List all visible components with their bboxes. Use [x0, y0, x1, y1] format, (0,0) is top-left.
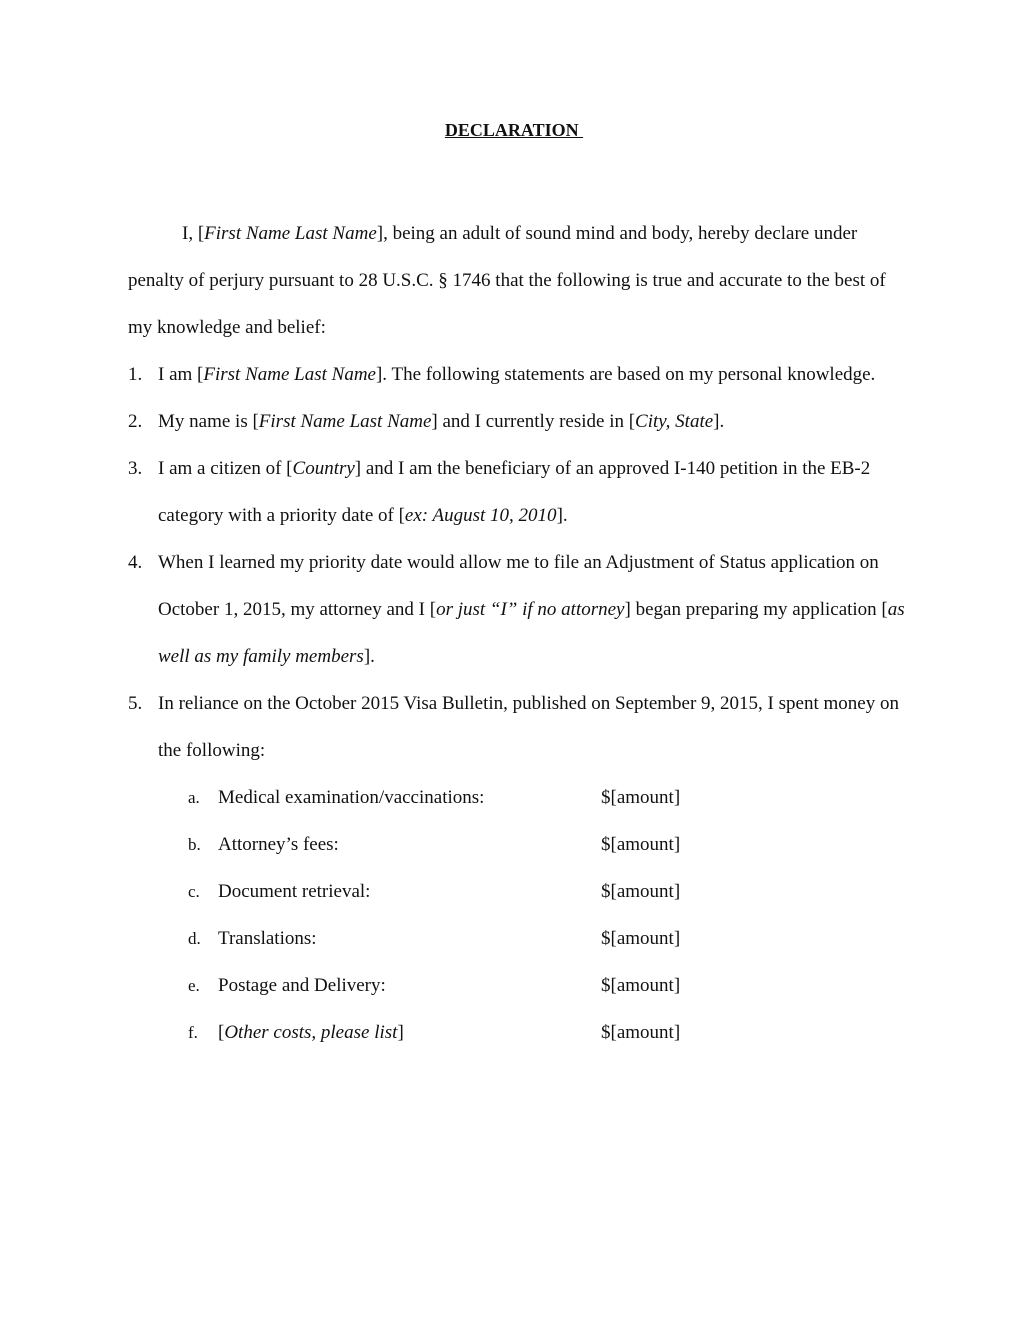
expense-amount: $[amount] — [601, 1022, 681, 1043]
name-placeholder: First Name Last Name — [204, 223, 377, 244]
expense-amount: $[amount] — [601, 787, 681, 808]
expense-item: a. Medical examination/vaccinations: $[amount] — [158, 774, 908, 821]
expense-amount: $[amount] — [601, 928, 681, 949]
statement-4: 4. When I learned my priority date would allow me to file an Adjustment of Status application on October 1, 2015, my attorney and I [or just “I” if no attorney] began preparing my application [as well as my family members]. — [128, 552, 905, 667]
page-title: DECLARATION — [444, 120, 584, 140]
statement-5: 5. In reliance on the October 2015 Visa Bulletin, published on September 9, 2015, I spent money on the following: a. Medical examination/vaccinations: $[amount] b. Attorney’s fees: $[amount] c. Document retrieval: $[amount] d. Translations: $[amount] e. Postage and Delivery: $[amount] f. [Other costs, please list] $[amount] — [128, 680, 908, 1056]
expense-item: e. Postage and Delivery: $[amount] — [158, 962, 908, 1009]
intro-paragraph: I, [First Name Last Name], being an adult of sound mind and body, hereby declare under penalty of perjury pursuant to 28 U.S.C. § 1746 that the following is true and accurate to the best of my knowledge and belief: — [128, 223, 886, 338]
expense-amount: $[amount] — [601, 834, 681, 855]
expense-item: d. Translations: $[amount] — [158, 915, 908, 962]
statement-3: 3. I am a citizen of [Country] and I am the beneficiary of an approved I-140 petition in the EB-2 category with a priority date of [ex: August 10, 2010]. — [128, 458, 871, 526]
expense-item: f. [Other costs, please list] $[amount] — [158, 1009, 908, 1056]
expense-list — [158, 774, 908, 1056]
statement-1: 1. I am [First Name Last Name]. The following statements are based on my personal knowledge. — [128, 364, 876, 385]
expense-amount: $[amount] — [601, 881, 681, 902]
expense-amount: $[amount] — [601, 975, 681, 996]
declaration-statements — [128, 351, 908, 1056]
statement-2: 2. My name is [First Name Last Name] and I currently reside in [City, State]. — [128, 411, 725, 432]
expense-item: c. Document retrieval: $[amount] — [158, 868, 908, 915]
expense-item: b. Attorney’s fees: $[amount] — [158, 821, 908, 868]
